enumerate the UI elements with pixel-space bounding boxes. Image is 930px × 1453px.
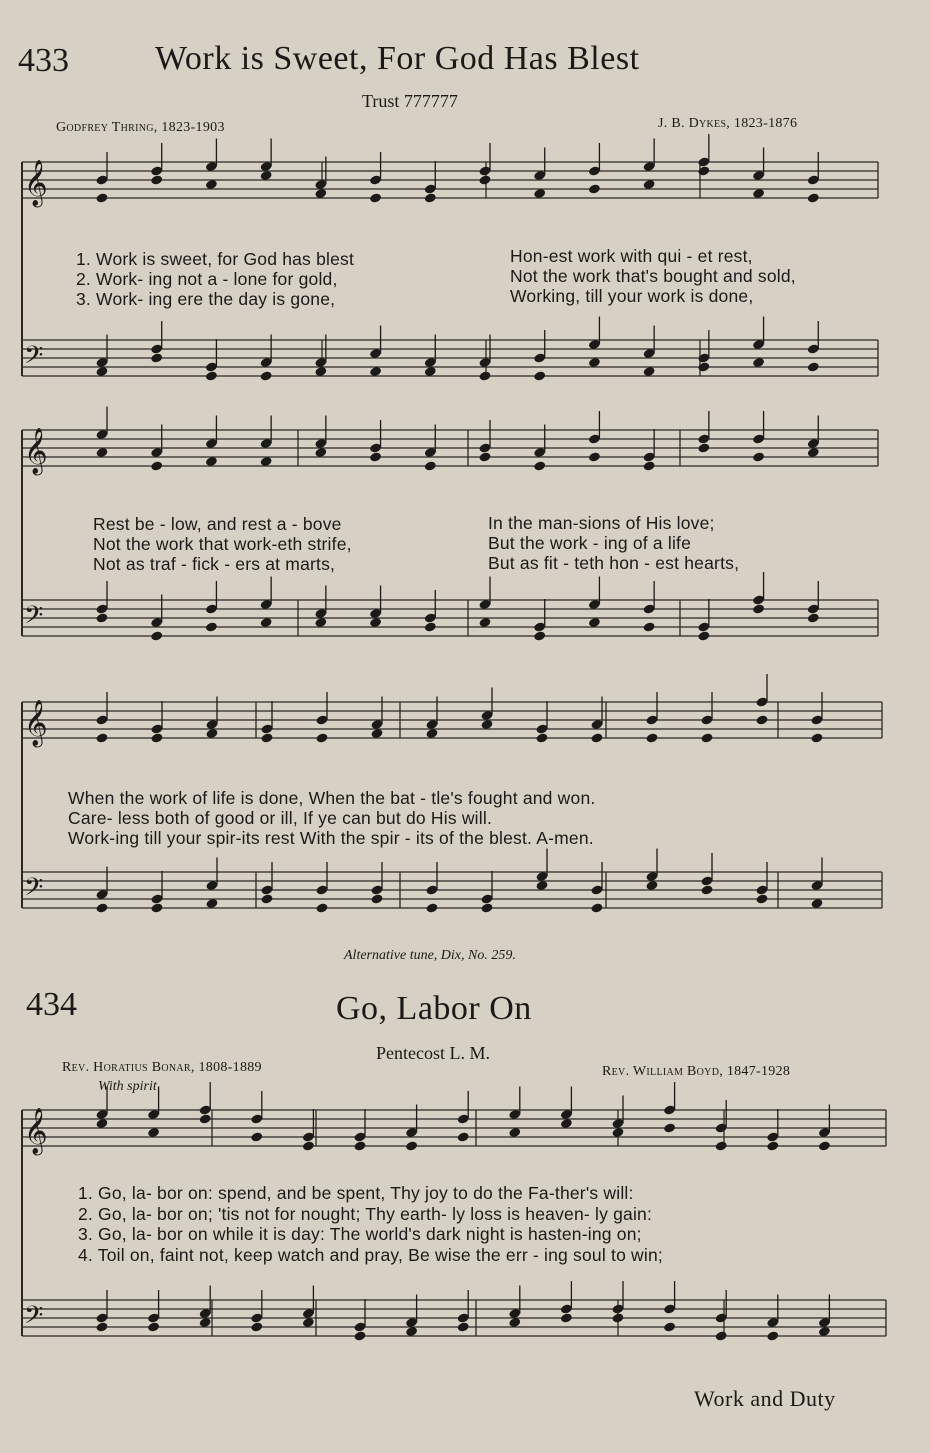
treble-clef-icon: 𝄞 xyxy=(24,700,48,746)
note-head xyxy=(250,1321,263,1332)
note-head xyxy=(260,893,273,904)
treble-clef-icon: 𝄞 xyxy=(24,1108,48,1154)
note-head xyxy=(150,630,163,641)
note-head xyxy=(533,630,546,641)
note-head xyxy=(150,460,163,471)
note-head xyxy=(697,165,710,176)
note-head xyxy=(752,603,765,614)
note-head xyxy=(818,1140,831,1151)
note-head xyxy=(424,621,437,632)
note-head xyxy=(147,1321,160,1332)
note-head xyxy=(643,621,656,632)
lyric-line: 4. Toil on, faint not, keep watch and pray, Be wise the err - ing soul to win; xyxy=(78,1244,663,1265)
note-head xyxy=(663,1321,676,1332)
note-head xyxy=(590,902,603,913)
note-head xyxy=(424,460,437,471)
note-head xyxy=(590,732,603,743)
lyric-line: In the man-sions of His love; xyxy=(488,513,715,533)
author-credit: Godfrey Thring, 1823-1903 xyxy=(56,120,225,135)
lyrics-block xyxy=(78,1183,663,1265)
bass-clef-icon: 𝄢 xyxy=(24,341,44,376)
note-head xyxy=(95,732,108,743)
composer-credit: J. B. Dykes, 1823-1876 xyxy=(658,116,798,131)
note-head xyxy=(478,451,491,462)
lyric-line: 2. Work- ing not a - lone for gold, xyxy=(76,269,338,289)
tempo-marking: With spirit xyxy=(98,1079,157,1094)
note-head xyxy=(478,370,491,381)
lyric-line: 1. Work is sweet, for God has blest xyxy=(76,249,355,269)
note-head xyxy=(405,1140,418,1151)
note-head xyxy=(697,361,710,372)
section-footer: Work and Duty xyxy=(694,1386,836,1411)
note-head xyxy=(560,1312,573,1323)
note-head xyxy=(535,732,548,743)
note-head xyxy=(457,1321,470,1332)
lyric-line: Not the work that work-eth strife, xyxy=(93,534,352,554)
note-head xyxy=(645,732,658,743)
note-head xyxy=(755,714,768,725)
hymn-number: 433 xyxy=(18,42,69,79)
note-head xyxy=(533,370,546,381)
note-head xyxy=(700,732,713,743)
note-head xyxy=(752,451,765,462)
note-head xyxy=(95,612,108,623)
hymn-number: 434 xyxy=(26,986,77,1023)
lyric-line: Hon-est work with qui - et rest, xyxy=(510,246,753,266)
note-head xyxy=(150,174,163,185)
note-head xyxy=(663,1122,676,1133)
note-head xyxy=(480,902,493,913)
note-head xyxy=(457,1131,470,1142)
note-head xyxy=(353,1140,366,1151)
note-head xyxy=(700,884,713,895)
note-head xyxy=(478,174,491,185)
note-head xyxy=(370,893,383,904)
note-head xyxy=(807,192,820,203)
note-head xyxy=(315,732,328,743)
lyric-line: Work-ing till your spir-its rest With the spir - its of the blest. A-men. xyxy=(68,828,594,848)
note-head xyxy=(755,893,768,904)
lyric-line: 3. Work- ing ere the day is gone, xyxy=(76,289,336,309)
note-head xyxy=(810,732,823,743)
note-head xyxy=(424,192,437,203)
note-head xyxy=(715,1330,728,1341)
lyric-line: But as fit - teth hon - est hearts, xyxy=(488,553,740,573)
alternative-tune-note: Alternative tune, Dix, No. 259. xyxy=(344,948,516,963)
lyrics-block xyxy=(510,246,796,306)
note-head xyxy=(533,460,546,471)
note-head xyxy=(95,1321,108,1332)
note-head xyxy=(260,370,273,381)
note-head xyxy=(697,442,710,453)
note-head xyxy=(643,460,656,471)
note-head xyxy=(697,630,710,641)
lyrics-block xyxy=(68,788,595,848)
hymn-title: Go, Labor On xyxy=(336,990,532,1027)
note-head xyxy=(353,1330,366,1341)
note-head xyxy=(369,192,382,203)
treble-clef-icon: 𝄞 xyxy=(24,428,48,474)
hymn-title: Work is Sweet, For God Has Blest xyxy=(155,40,640,77)
note-head xyxy=(766,1330,779,1341)
tune-name: Pentecost L. M. xyxy=(376,1043,490,1063)
lyric-line: When the work of life is done, When the bat - tle's fought and won. xyxy=(68,788,596,808)
note-head xyxy=(302,1140,315,1151)
lyric-line: 1. Go, la- bor on: spend, and be spent, Thy joy to do the Fa-ther's will: xyxy=(78,1183,634,1203)
lyric-line: Not the work that's bought and sold, xyxy=(510,266,796,286)
treble-clef-icon: 𝄞 xyxy=(24,160,48,206)
composer-credit: Rev. William Boyd, 1847-1928 xyxy=(602,1064,791,1079)
note-head xyxy=(766,1140,779,1151)
note-head xyxy=(150,902,163,913)
lyrics-block xyxy=(76,249,354,309)
note-head xyxy=(205,621,218,632)
note-head xyxy=(315,902,328,913)
lyric-line: Not as traf - fick - ers at marts, xyxy=(93,554,336,574)
tune-name: Trust 777777 xyxy=(362,91,458,111)
note-head xyxy=(807,361,820,372)
note-head xyxy=(807,612,820,623)
note-head xyxy=(588,183,601,194)
note-head xyxy=(715,1140,728,1151)
note-head xyxy=(369,451,382,462)
bass-clef-icon: 𝄢 xyxy=(24,1301,44,1336)
lyrics-block xyxy=(93,514,352,574)
note-head xyxy=(611,1312,624,1323)
lyrics-block xyxy=(488,513,739,573)
lyric-line: Care- less both of good or ill, If ye can but do His will. xyxy=(68,808,493,828)
note-head xyxy=(95,192,108,203)
note-head xyxy=(150,732,163,743)
author-credit: Rev. Horatius Bonar, 1808-1889 xyxy=(62,1060,262,1075)
lyric-line: 3. Go, la- bor on while it is day: The world's dark night is hasten-ing on; xyxy=(78,1224,642,1244)
note-head xyxy=(95,902,108,913)
note-head xyxy=(150,352,163,363)
note-head xyxy=(260,732,273,743)
bass-clef-icon: 𝄢 xyxy=(24,873,44,908)
lyric-line: 2. Go, la- bor on; 'tis not for nought; Thy earth- ly loss is heaven- ly gain: xyxy=(78,1203,653,1224)
note-head xyxy=(250,1131,263,1142)
lyric-line: Working, till your work is done, xyxy=(510,286,754,306)
note-head xyxy=(199,1113,212,1124)
lyric-line: Rest be - low, and rest a - bove xyxy=(93,514,342,534)
note-head xyxy=(425,902,438,913)
bass-clef-icon: 𝄢 xyxy=(24,601,44,636)
lyric-line: But the work - ing of a life xyxy=(488,533,692,553)
note-head xyxy=(588,451,601,462)
note-head xyxy=(205,370,218,381)
